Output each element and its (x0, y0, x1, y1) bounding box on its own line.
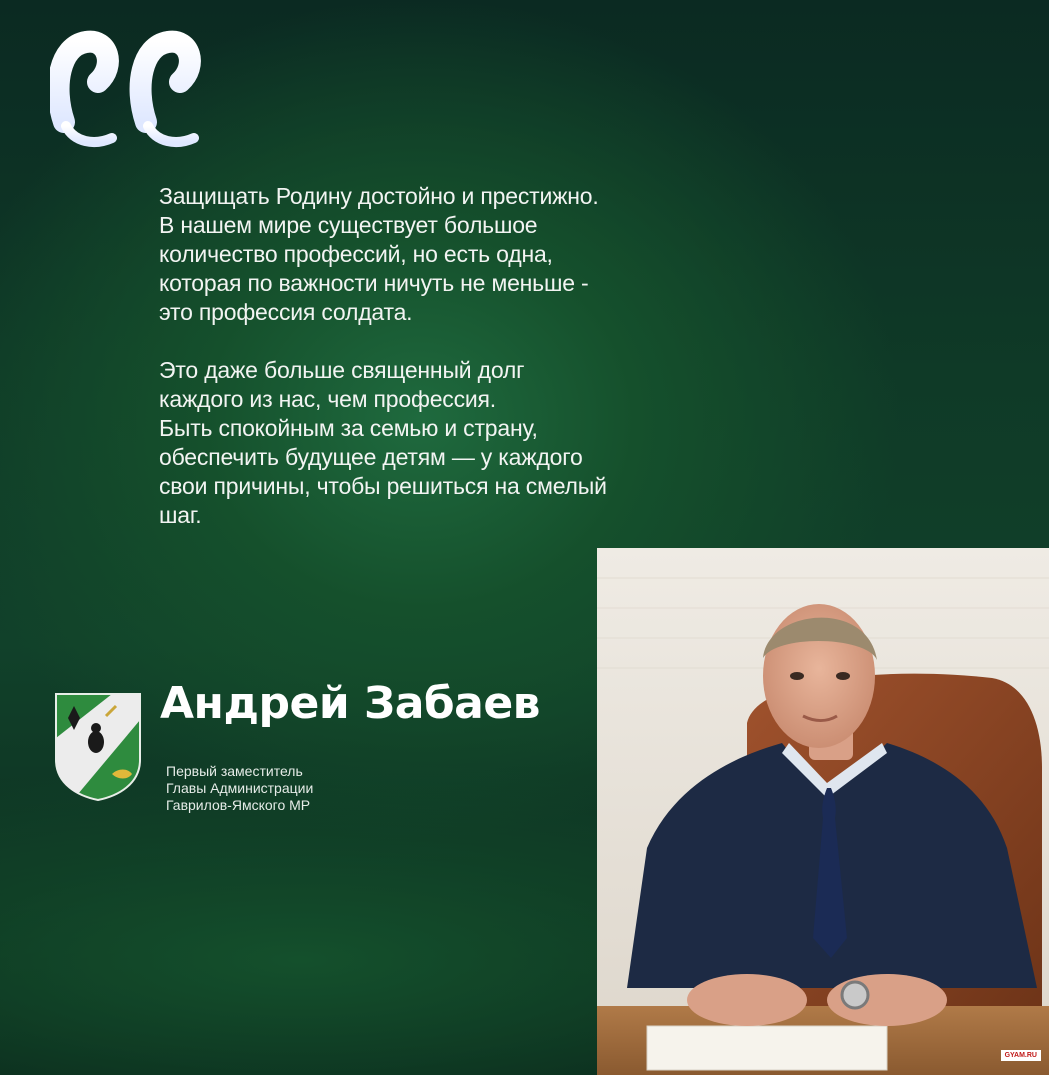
quote-mark-icon (50, 26, 210, 151)
speaker-photo (597, 548, 1049, 1075)
speaker-name: Андрей Забаев (160, 678, 541, 729)
speaker-title: Первый заместитель Главы Администрации Гаврилов-Ямского МР (166, 763, 314, 813)
quote-paragraph-1: Защищать Родину достойно и престижно. В нашем мире существует большое количество профессий, но есть одна, которая по важности ничуть не меньше - это профессия солдата. (159, 183, 599, 325)
watermark: GYAM.RU (1001, 1050, 1041, 1061)
quote-paragraph-2: Это даже больше священный долг каждого из нас, чем профессия. Быть спокойным за семью и страну, обеспечить будущее детям — у каждого свои причины, чтобы решиться на смелый шаг. (159, 357, 607, 528)
coat-of-arms-icon (52, 690, 144, 802)
quote-text (159, 182, 719, 530)
